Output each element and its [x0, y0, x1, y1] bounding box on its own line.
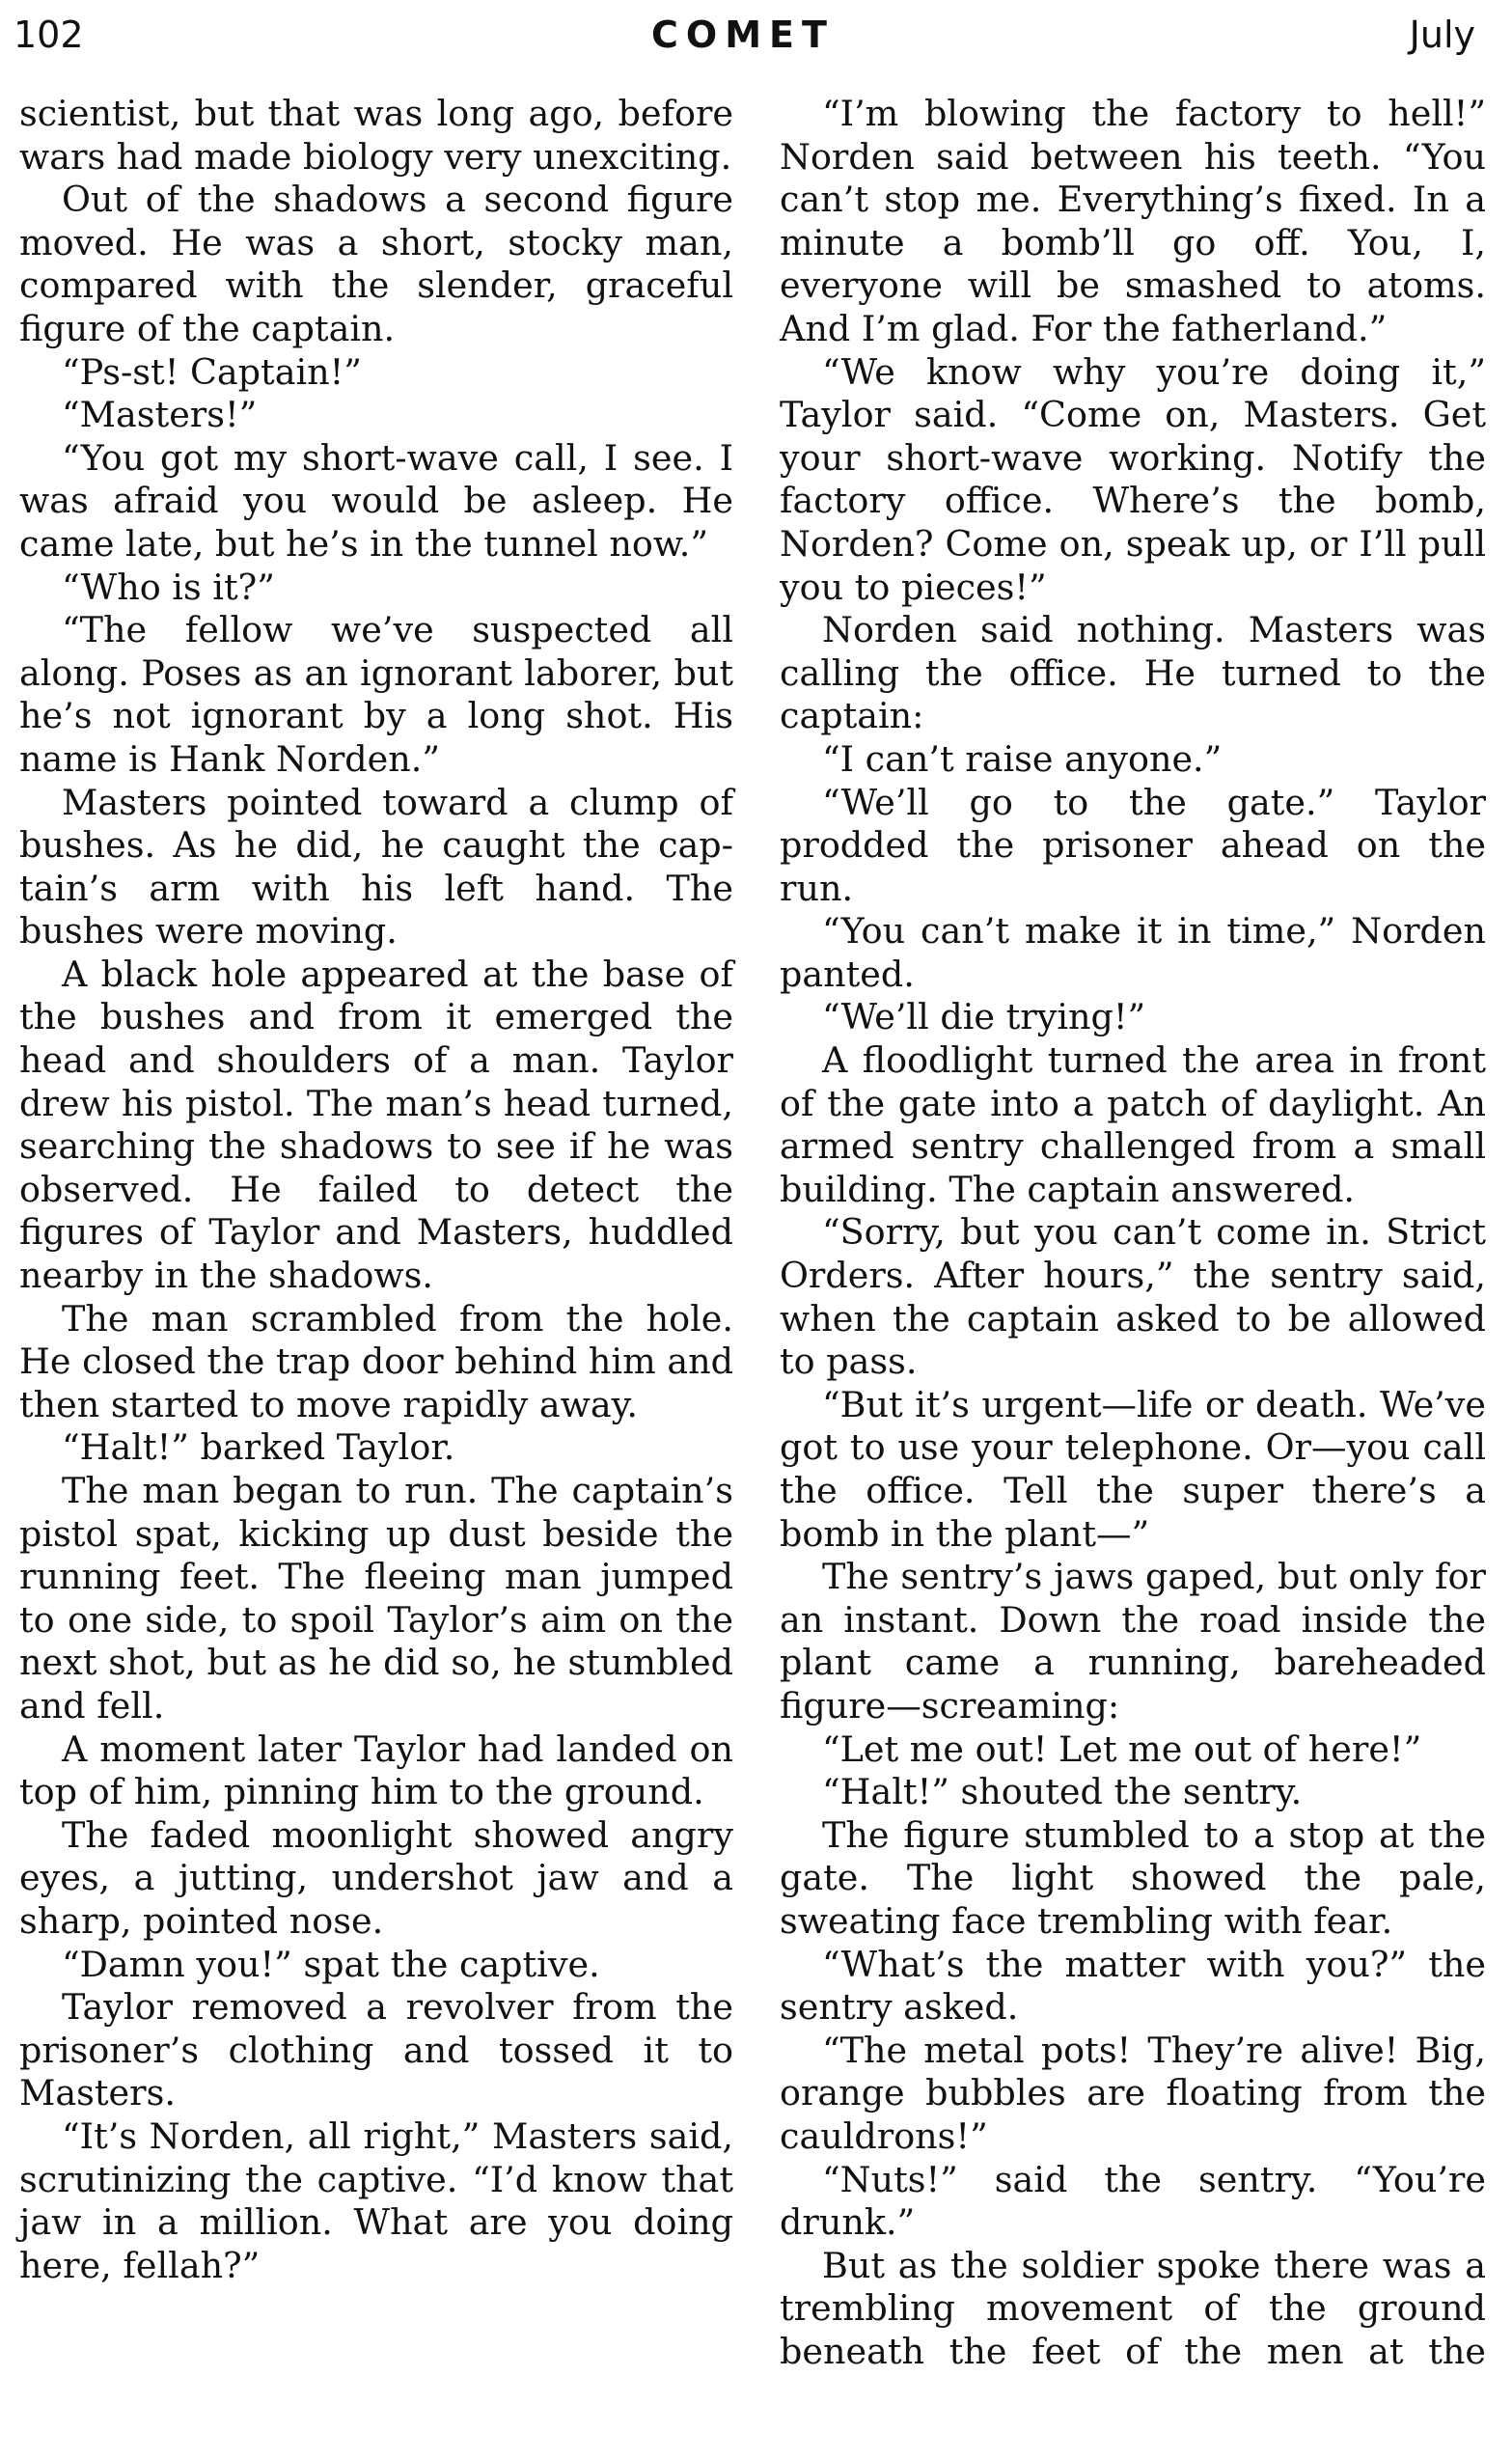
paragraph: “Ps-st! Captain!”	[62, 350, 362, 393]
right-column	[780, 93, 1486, 2373]
paragraph: “Sorry, but you can’t come in. Strict Orders. After hours,” the sentry said, when the captain asked to be allowed to pass.	[780, 1211, 1486, 1383]
paragraph: A black hole appeared at the base of the bushes and from it emerged the head and shoulders of a man. Taylor drew his pistol. The man’s head turned, searching the shadows to see if he was observed. He failed to detect the figures of Taylor and Masters, huddled nearby in the shadows.	[19, 953, 733, 1297]
paragraph: “You got my short-wave call, I see. I was afraid you would be asleep. He came late, but he’s in the tunnel now.”	[19, 436, 733, 565]
paragraph: “Nuts!” said the sentry. “You’re drunk.”	[780, 2158, 1486, 2244]
paragraph: scientist, but that was long ago, before wars had made biology very unexciting.	[19, 93, 733, 178]
paragraph: “I’m blowing the factory to hell!” Norden said between his teeth. “You can’t stop me. Everything’s fixed. In a minute a bomb’ll go off. You, I, everyone will be smashed to atoms. And I’m glad. For the fatherland.”	[780, 93, 1486, 349]
paragraph: Norden said nothing. Masters was calling the office. He turned to the captain:	[780, 609, 1486, 737]
paragraph: The man began to run. The captain’s pistol spat, kicking up dust beside the running feet. The fleeing man jumped to one side, to spoil Taylor’s aim on the next shot, but as he did so, he stumbled and fell.	[19, 1470, 733, 1727]
paragraph: “Masters!”	[62, 394, 258, 436]
paragraph: “Let me out! Let me out of here!”	[822, 1727, 1422, 1770]
paragraph: Taylor removed a revolver from the prisoner’s clothing and tossed it to Masters.	[19, 1986, 733, 2114]
magazine-title: COMET	[651, 14, 835, 56]
paragraph: “Halt!” barked Taylor.	[62, 1426, 455, 1469]
paragraph: “Damn you!” spat the captive.	[62, 1943, 600, 1985]
paragraph: The figure stumbled to a stop at the gate. The light showed the pale, sweating face trembling with fear.	[780, 1813, 1486, 1942]
paragraph: “What’s the matter with you?” the sentry asked.	[780, 1943, 1486, 2029]
paragraph: “You can’t make it in time,” Norden panted.	[780, 910, 1486, 995]
paragraph: “The metal pots! They’re alive! Big, orange bubbles are floating from the cauldrons!”	[780, 2029, 1486, 2157]
left-column	[19, 93, 733, 2287]
issue-month: July	[1409, 14, 1475, 56]
paragraph: “Halt!” shouted the sentry.	[822, 1771, 1303, 1813]
page-number: 102	[14, 14, 84, 56]
paragraph: “I can’t raise anyone.”	[822, 737, 1223, 780]
page-header	[0, 8, 1512, 66]
paragraph: “We’ll go to the gate.” Taylor prodded the prisoner ahead on the run.	[780, 781, 1486, 909]
paragraph: “Who is it?”	[62, 566, 275, 608]
paragraph: “It’s Norden, all right,” Masters said, scrutinizing the captive. “I’d know that jaw in a million. What are you doing here, fellah?”	[19, 2114, 733, 2286]
paragraph: “We know why you’re doing it,” Taylor said. “Come on, Masters. Get your short-wave working. Notify the factory office. Where’s the bomb, Norden? Come on, speak up, or I’ll pull you to pieces!”	[780, 350, 1486, 608]
paragraph: But as the soldier spoke there was a trembling movement of the ground beneath the feet of the men at the	[780, 2244, 1486, 2372]
paragraph: The man scrambled from the hole. He closed the trap door behind him and then started to move rapidly away.	[19, 1297, 733, 1425]
paragraph: Out of the shadows a second figure moved. He was a short, stocky man, compared with the slender, graceful figure of the captain.	[19, 179, 733, 349]
paragraph: The faded moonlight showed angry eyes, a jutting, undershot jaw and a sharp, pointed nose.	[19, 1813, 733, 1942]
paragraph: The sentry’s jaws gaped, but only for an instant. Down the road inside the plant came a running, bareheaded figure—screaming:	[780, 1556, 1486, 1727]
paragraph: “We’ll die trying!”	[822, 996, 1146, 1038]
paragraph: Masters pointed toward a clump of bushes. As he did, he caught the captain’s arm with his left hand. The bushes were moving.	[19, 781, 733, 953]
paragraph: “But it’s urgent—life or death. We’ve got to use your telephone. Or—you call the office. Tell the super there’s a bomb in the plant—”	[780, 1383, 1486, 1555]
paragraph: “The fellow we’ve suspected all along. Poses as an ignorant laborer, but he’s not ignorant by a long shot. His name is Hank Norden.”	[19, 609, 733, 780]
paragraph: A floodlight turned the area in front of the gate into a patch of daylight. An armed sentry challenged from a small building. The captain answered.	[780, 1039, 1486, 1210]
paragraph: A moment later Taylor had landed on top of him, pinning him to the ground.	[19, 1727, 733, 1813]
